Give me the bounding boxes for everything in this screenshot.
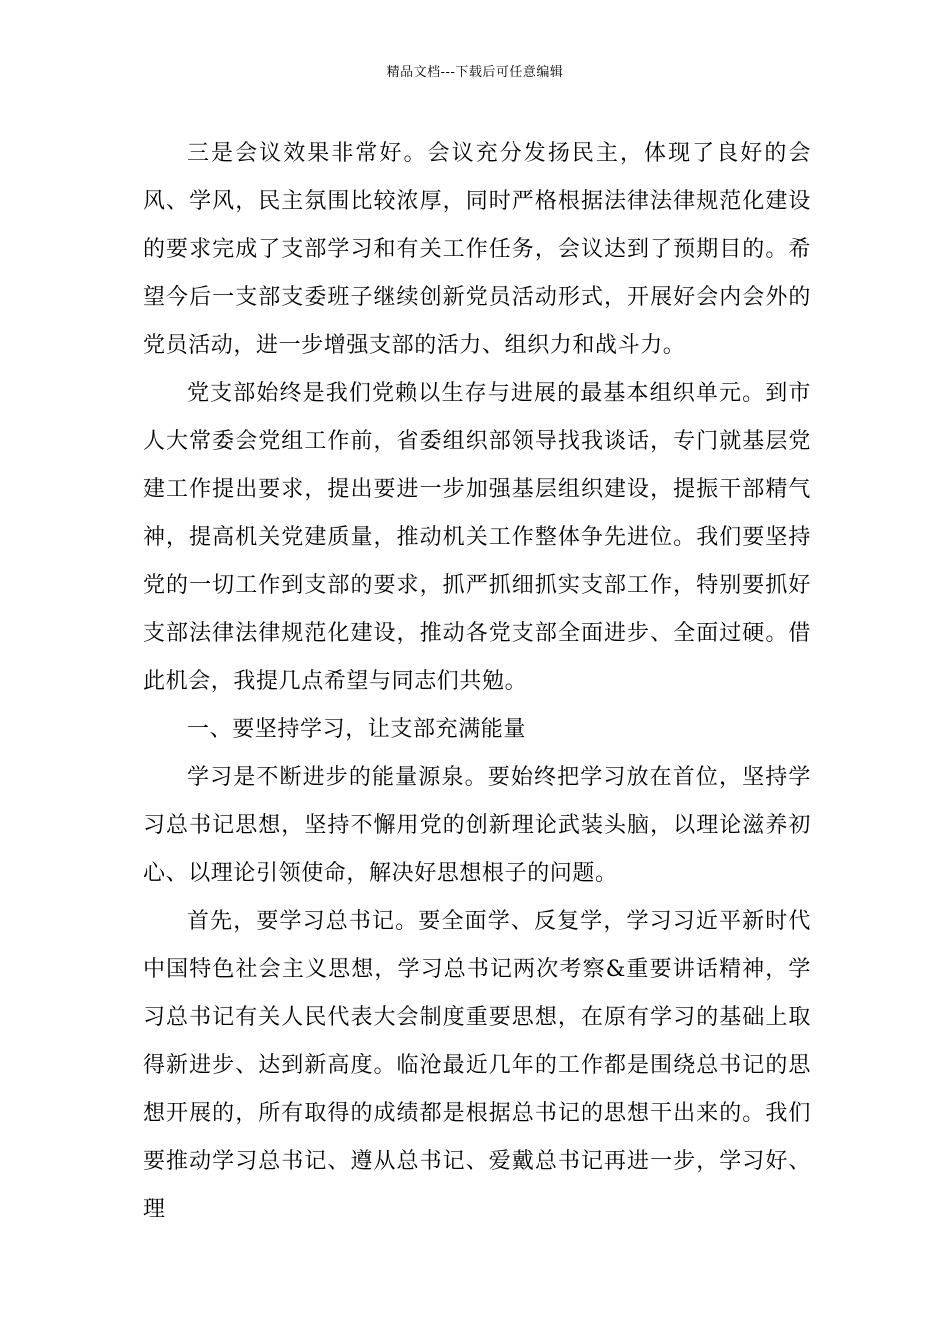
paragraph-first-study: 首先，要学习总书记。要全面学、反复学，学习习近平新时代中国特色社会主义思想，学习总书记两次考察&重要讲话精神，学习总书记有关人民代表大会制度重要思想，在原有学习的基础上取得新进步、达到新高度。临沧最近几年的工作都是围绕总书记的思想开展的，所有取得的成绩都是根据总书记的思想干出来的。我们要推动学习总书记、遵从总书记、爱戴总书记再进一步，学习好、理 bbox=[143, 909, 811, 1222]
paragraph-meeting-effect: 三是会议效果非常好。会议充分发扬民主，体现了良好的会风、学风，民主氛围比较浓厚，同时严格根据法律法律规范化建设的要求完成了支部学习和有关工作任务，会议达到了预期目的。希望今后一支部支委班子继续创新党员活动形式，开展好会内会外的党员活动，进一步增强支部的活力、组织力和战斗力。 bbox=[143, 141, 811, 358]
section-heading-study: 一、要坚持学习，让支部充满能量 bbox=[187, 717, 527, 742]
paragraph-study-source: 学习是不断进步的能量源泉。要始终把学习放在首位，坚持学习总书记思想，坚持不懈用党的创新理论武装头脑，以理论滋养初心、以理论引领使命，解决好思想根子的问题。 bbox=[143, 765, 811, 886]
paragraph-party-branch: 党支部始终是我们党赖以生存与进展的最基本组织单元。到市人大常委会党组工作前，省委组织部领导找我谈话，专门就基层党建工作提出要求，提出要进一步加强基层组织建设，提振干部精气神，提高机关党建质量，推动机关工作整体争先进位。我们要坚持党的一切工作到支部的要求，抓严抓细抓实支部工作，特别要抓好支部法律法律规范化建设，推动各党支部全面进步、全面过硬。借此机会，我提几点希望与同志们共勉。 bbox=[143, 381, 811, 694]
document-body bbox=[143, 130, 811, 1234]
page-header: 精品文档---下载后可任意编辑 bbox=[386, 65, 564, 80]
